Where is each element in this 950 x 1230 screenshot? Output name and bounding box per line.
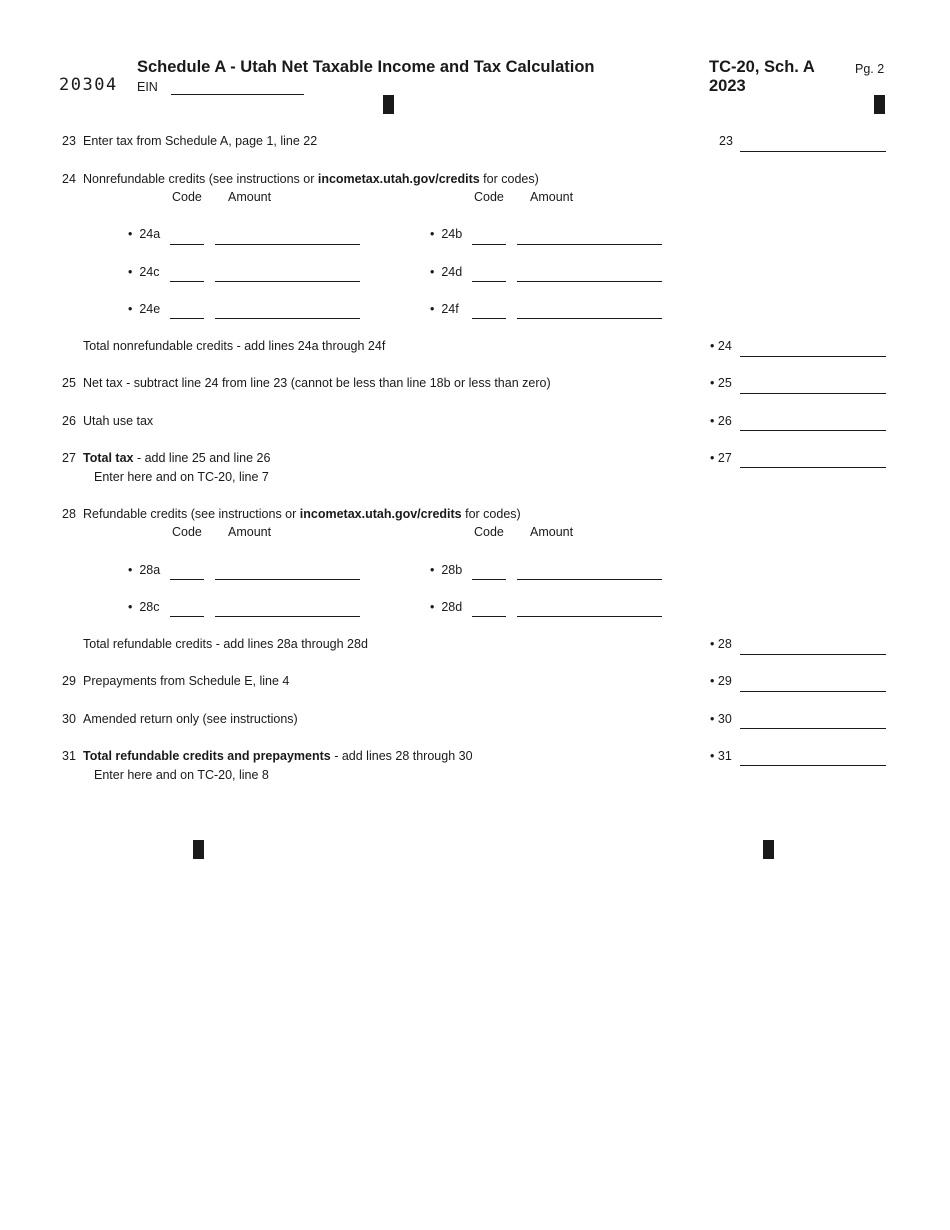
line-28d-label: • 28d	[430, 600, 463, 614]
line-29-box-label: • 29	[710, 674, 732, 688]
line-24-text: Nonrefundable credits (see instructions or incometax.utah.gov/credits for codes)	[83, 172, 539, 186]
ein-input[interactable]	[171, 94, 304, 95]
line-29-amount-field[interactable]	[740, 691, 886, 692]
code-header: Code	[474, 190, 504, 204]
line-24b-amount-field[interactable]	[517, 244, 662, 245]
form-code: 20304	[59, 75, 118, 95]
amount-header: Amount	[228, 525, 272, 539]
ein-label: EIN	[137, 80, 158, 94]
line-28a-code-field[interactable]	[170, 579, 204, 580]
line-29-number: 29	[62, 674, 76, 688]
line-27-number: 27	[62, 451, 76, 465]
line-25-box-label: • 25	[710, 376, 732, 390]
line-25-text: Net tax - subtract line 24 from line 23 (cannot be less than line 18b or less than zero)	[83, 376, 551, 390]
line-31-box-label: • 31	[710, 749, 732, 763]
line-24f-label: • 24f	[430, 302, 459, 316]
line-29-text: Prepayments from Schedule E, line 4	[83, 674, 290, 688]
line-28-number: 28	[62, 507, 76, 521]
line-28-box-label: • 28	[710, 637, 732, 651]
line-24-amount-field[interactable]	[740, 356, 886, 357]
line-24-number: 24	[62, 172, 76, 186]
line-24a-code-field[interactable]	[170, 244, 204, 245]
line-31-number: 31	[62, 749, 76, 763]
line-23-number: 23	[62, 134, 76, 148]
line-27-box-label: • 27	[710, 451, 732, 465]
page-number: Pg. 2	[855, 62, 885, 76]
line-24a-label: • 24a	[128, 227, 161, 241]
line-25-number: 25	[62, 376, 76, 390]
code-header: Code	[172, 190, 202, 204]
line-24e-label: • 24e	[128, 302, 161, 316]
line-28a-amount-field[interactable]	[215, 579, 360, 580]
form-id-text: TC-20, Sch. A	[709, 58, 815, 76]
line-24e-amount-field[interactable]	[215, 318, 360, 319]
line-24f-code-field[interactable]	[472, 318, 506, 319]
form-year: 2023	[709, 77, 746, 95]
line-27-subtext: Enter here and on TC-20, line 7	[94, 470, 269, 484]
line-24c-amount-field[interactable]	[215, 281, 360, 282]
line-28b-label: • 28b	[430, 563, 463, 577]
line-28c-label: • 28c	[128, 600, 160, 614]
line-24a-amount-field[interactable]	[215, 244, 360, 245]
line-28d-code-field[interactable]	[472, 616, 506, 617]
line-23-text: Enter tax from Schedule A, page 1, line 22	[83, 134, 318, 148]
registration-mark	[193, 840, 204, 859]
line-28b-code-field[interactable]	[472, 579, 506, 580]
line-28b-amount-field[interactable]	[517, 579, 662, 580]
line-26-text: Utah use tax	[83, 414, 154, 428]
form-id	[709, 58, 815, 96]
line-31-subtext: Enter here and on TC-20, line 8	[94, 768, 269, 782]
page-title: Schedule A - Utah Net Taxable Income and Tax Calculation	[137, 58, 595, 76]
line-24e-code-field[interactable]	[170, 318, 204, 319]
line-28c-code-field[interactable]	[170, 616, 204, 617]
line-24f-amount-field[interactable]	[517, 318, 662, 319]
line-24-total-text: Total nonrefundable credits - add lines 24a through 24f	[83, 339, 386, 353]
line-24d-code-field[interactable]	[472, 281, 506, 282]
line-28c-amount-field[interactable]	[215, 616, 360, 617]
line-26-amount-field[interactable]	[740, 430, 886, 431]
line-28-total-text: Total refundable credits - add lines 28a through 28d	[83, 637, 368, 651]
code-header: Code	[172, 525, 202, 539]
line-26-number: 26	[62, 414, 76, 428]
line-30-amount-field[interactable]	[740, 728, 886, 729]
line-28d-amount-field[interactable]	[517, 616, 662, 617]
line-30-text: Amended return only (see instructions)	[83, 712, 298, 726]
line-24c-code-field[interactable]	[170, 281, 204, 282]
line-26-box-label: • 26	[710, 414, 732, 428]
amount-header: Amount	[530, 190, 574, 204]
line-27-amount-field[interactable]	[740, 467, 886, 468]
line-28a-label: • 28a	[128, 563, 161, 577]
registration-mark	[874, 95, 885, 114]
line-23-amount-field[interactable]	[740, 151, 886, 152]
line-28-amount-field[interactable]	[740, 654, 886, 655]
line-24-box-label: • 24	[710, 339, 732, 353]
code-header: Code	[474, 525, 504, 539]
line-31-text: Total refundable credits and prepayments - add lines 28 through 30	[83, 749, 473, 763]
line-31-amount-field[interactable]	[740, 765, 886, 766]
registration-mark	[383, 95, 394, 114]
line-30-number: 30	[62, 712, 76, 726]
line-28-text: Refundable credits (see instructions or incometax.utah.gov/credits for codes)	[83, 507, 521, 521]
line-24b-label: • 24b	[430, 227, 463, 241]
line-24d-label: • 24d	[430, 265, 463, 279]
line-30-box-label: • 30	[710, 712, 732, 726]
amount-header: Amount	[530, 525, 574, 539]
line-27-text: Total tax - add line 25 and line 26	[83, 451, 271, 465]
line-25-amount-field[interactable]	[740, 393, 886, 394]
line-24b-code-field[interactable]	[472, 244, 506, 245]
line-23-box-label: 23	[719, 134, 733, 148]
registration-mark	[763, 840, 774, 859]
line-24d-amount-field[interactable]	[517, 281, 662, 282]
line-24c-label: • 24c	[128, 265, 160, 279]
amount-header: Amount	[228, 190, 272, 204]
